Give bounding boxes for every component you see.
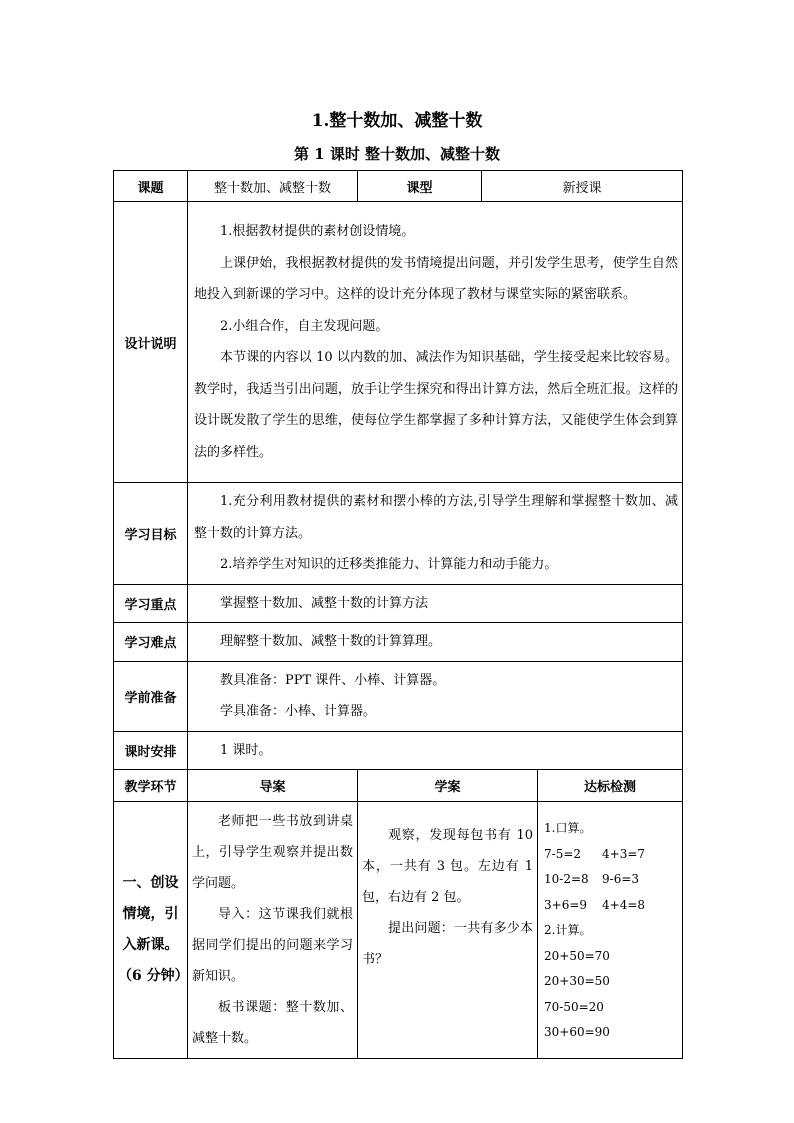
- prep-student: 学具准备：小棒、计算器。: [220, 704, 377, 719]
- oral-item: 3+6=9: [544, 897, 588, 912]
- design-row: [114, 202, 683, 483]
- oral-item: 10-2=8: [544, 872, 589, 886]
- guide-line: 老师把一些书放到讲桌上，引导学生观察并提出数学问题。: [192, 814, 353, 891]
- oral-item: 9-6=3: [602, 872, 640, 886]
- section-stage: 一、创设情境，引入新课。（6 分钟）: [114, 802, 188, 1059]
- col-guide: 导案: [188, 770, 358, 802]
- lesson-plan-table: [113, 170, 683, 1059]
- calc-item: 30+60=90: [544, 1025, 610, 1039]
- focus-row: [114, 584, 683, 623]
- prep-row: [114, 661, 683, 731]
- section-guide: [188, 802, 358, 1059]
- oral-pair: [544, 867, 676, 893]
- col-check: 达标检测: [538, 770, 683, 802]
- difficulty-value: 理解整十数加、减整十数的计算算理。: [220, 634, 442, 649]
- goals-content: [188, 483, 683, 585]
- difficulty-row: [114, 623, 683, 662]
- goal-line: 2.培养学生对知识的迁移类推能力、计算能力和动手能力。: [220, 557, 558, 572]
- study-line: 提出问题：一共有多少本书？: [362, 921, 533, 967]
- calc-item: 20+50=70: [544, 948, 610, 963]
- schedule-row: [114, 731, 683, 770]
- col-stage: 教学环节: [114, 770, 188, 802]
- goal-line: 1.充分利用教材提供的素材和摆小棒的方法,引导学生理解和掌握整十数加、减整十数的计算方法。: [194, 494, 679, 541]
- design-line: 上课伊始，我根据教材提供的发书情境提出问题，并引发学生思考，使学生自然地投入到新课的学习中。这样的设计充分体现了教材与课堂实际的紧密联系。: [194, 255, 679, 302]
- design-line: 1.根据教材提供的素材创设情境。: [220, 224, 415, 239]
- document-title: 1.整十数加、减整十数: [311, 111, 483, 131]
- col-study: 学案: [358, 770, 538, 802]
- oral-pair: [544, 893, 676, 919]
- prep-label: 学前准备: [114, 661, 188, 731]
- column-header-row: [114, 770, 683, 802]
- oral-item: 4+3=7: [602, 846, 646, 861]
- topic-value: 整十数加、减整十数: [188, 171, 358, 202]
- topic-row: [114, 171, 683, 202]
- goals-row: [114, 483, 683, 585]
- study-line: 观察，发现每包书有 10 本，一共有 3 包。左边有 1 包，右边有 2 包。: [362, 828, 533, 905]
- prep-teacher: 教具准备：PPT 课件、小棒、计算器。: [220, 672, 446, 688]
- goals-label: 学习目标: [114, 483, 188, 585]
- design-content: [188, 202, 683, 483]
- oral-pair: [544, 842, 676, 868]
- focus-value: 掌握整十数加、减整十数的计算方法: [220, 595, 429, 611]
- schedule-value: 1 课时。: [220, 742, 272, 758]
- section-study: [358, 802, 538, 1059]
- calc-item: 20+30=50: [544, 974, 610, 988]
- guide-line: 导入：这节课我们就根据同学们提出的问题来学习新知识。: [192, 907, 353, 984]
- lesson-subtitle: 第 1 课时 整十数加、减整十数: [293, 145, 501, 163]
- type-value: 新授课: [482, 171, 683, 202]
- oral-item: 7-5=2: [544, 846, 582, 861]
- guide-line: 板书课题：整十数加、减整十数。: [192, 1000, 353, 1046]
- design-label: 设计说明: [114, 202, 188, 483]
- design-line: 本节课的内容以 10 以内数的加、减法作为知识基础，学生接受起来比较容易。教学时，我适当引出问题，放手让学生探究和得出计算方法，然后全班汇报。这样的设计既发散了学生的思维，使每位学生都掌握了多种计算方法，又能使学生体会到算法的多样性。: [194, 350, 679, 460]
- oral-title: 1.口算。: [544, 821, 592, 835]
- topic-label: 课题: [114, 171, 188, 202]
- section-check: [538, 802, 683, 1059]
- focus-label: 学习重点: [114, 584, 188, 623]
- calc-title: 2.计算。: [544, 923, 592, 937]
- type-label: 课型: [358, 171, 482, 202]
- design-line: 2.小组合作，自主发现问题。: [220, 318, 389, 334]
- calc-item: 70-50=20: [544, 999, 604, 1014]
- oral-item: 4+4=8: [602, 897, 646, 912]
- section-row: [114, 802, 683, 1059]
- schedule-label: 课时安排: [114, 731, 188, 770]
- difficulty-label: 学习难点: [114, 623, 188, 662]
